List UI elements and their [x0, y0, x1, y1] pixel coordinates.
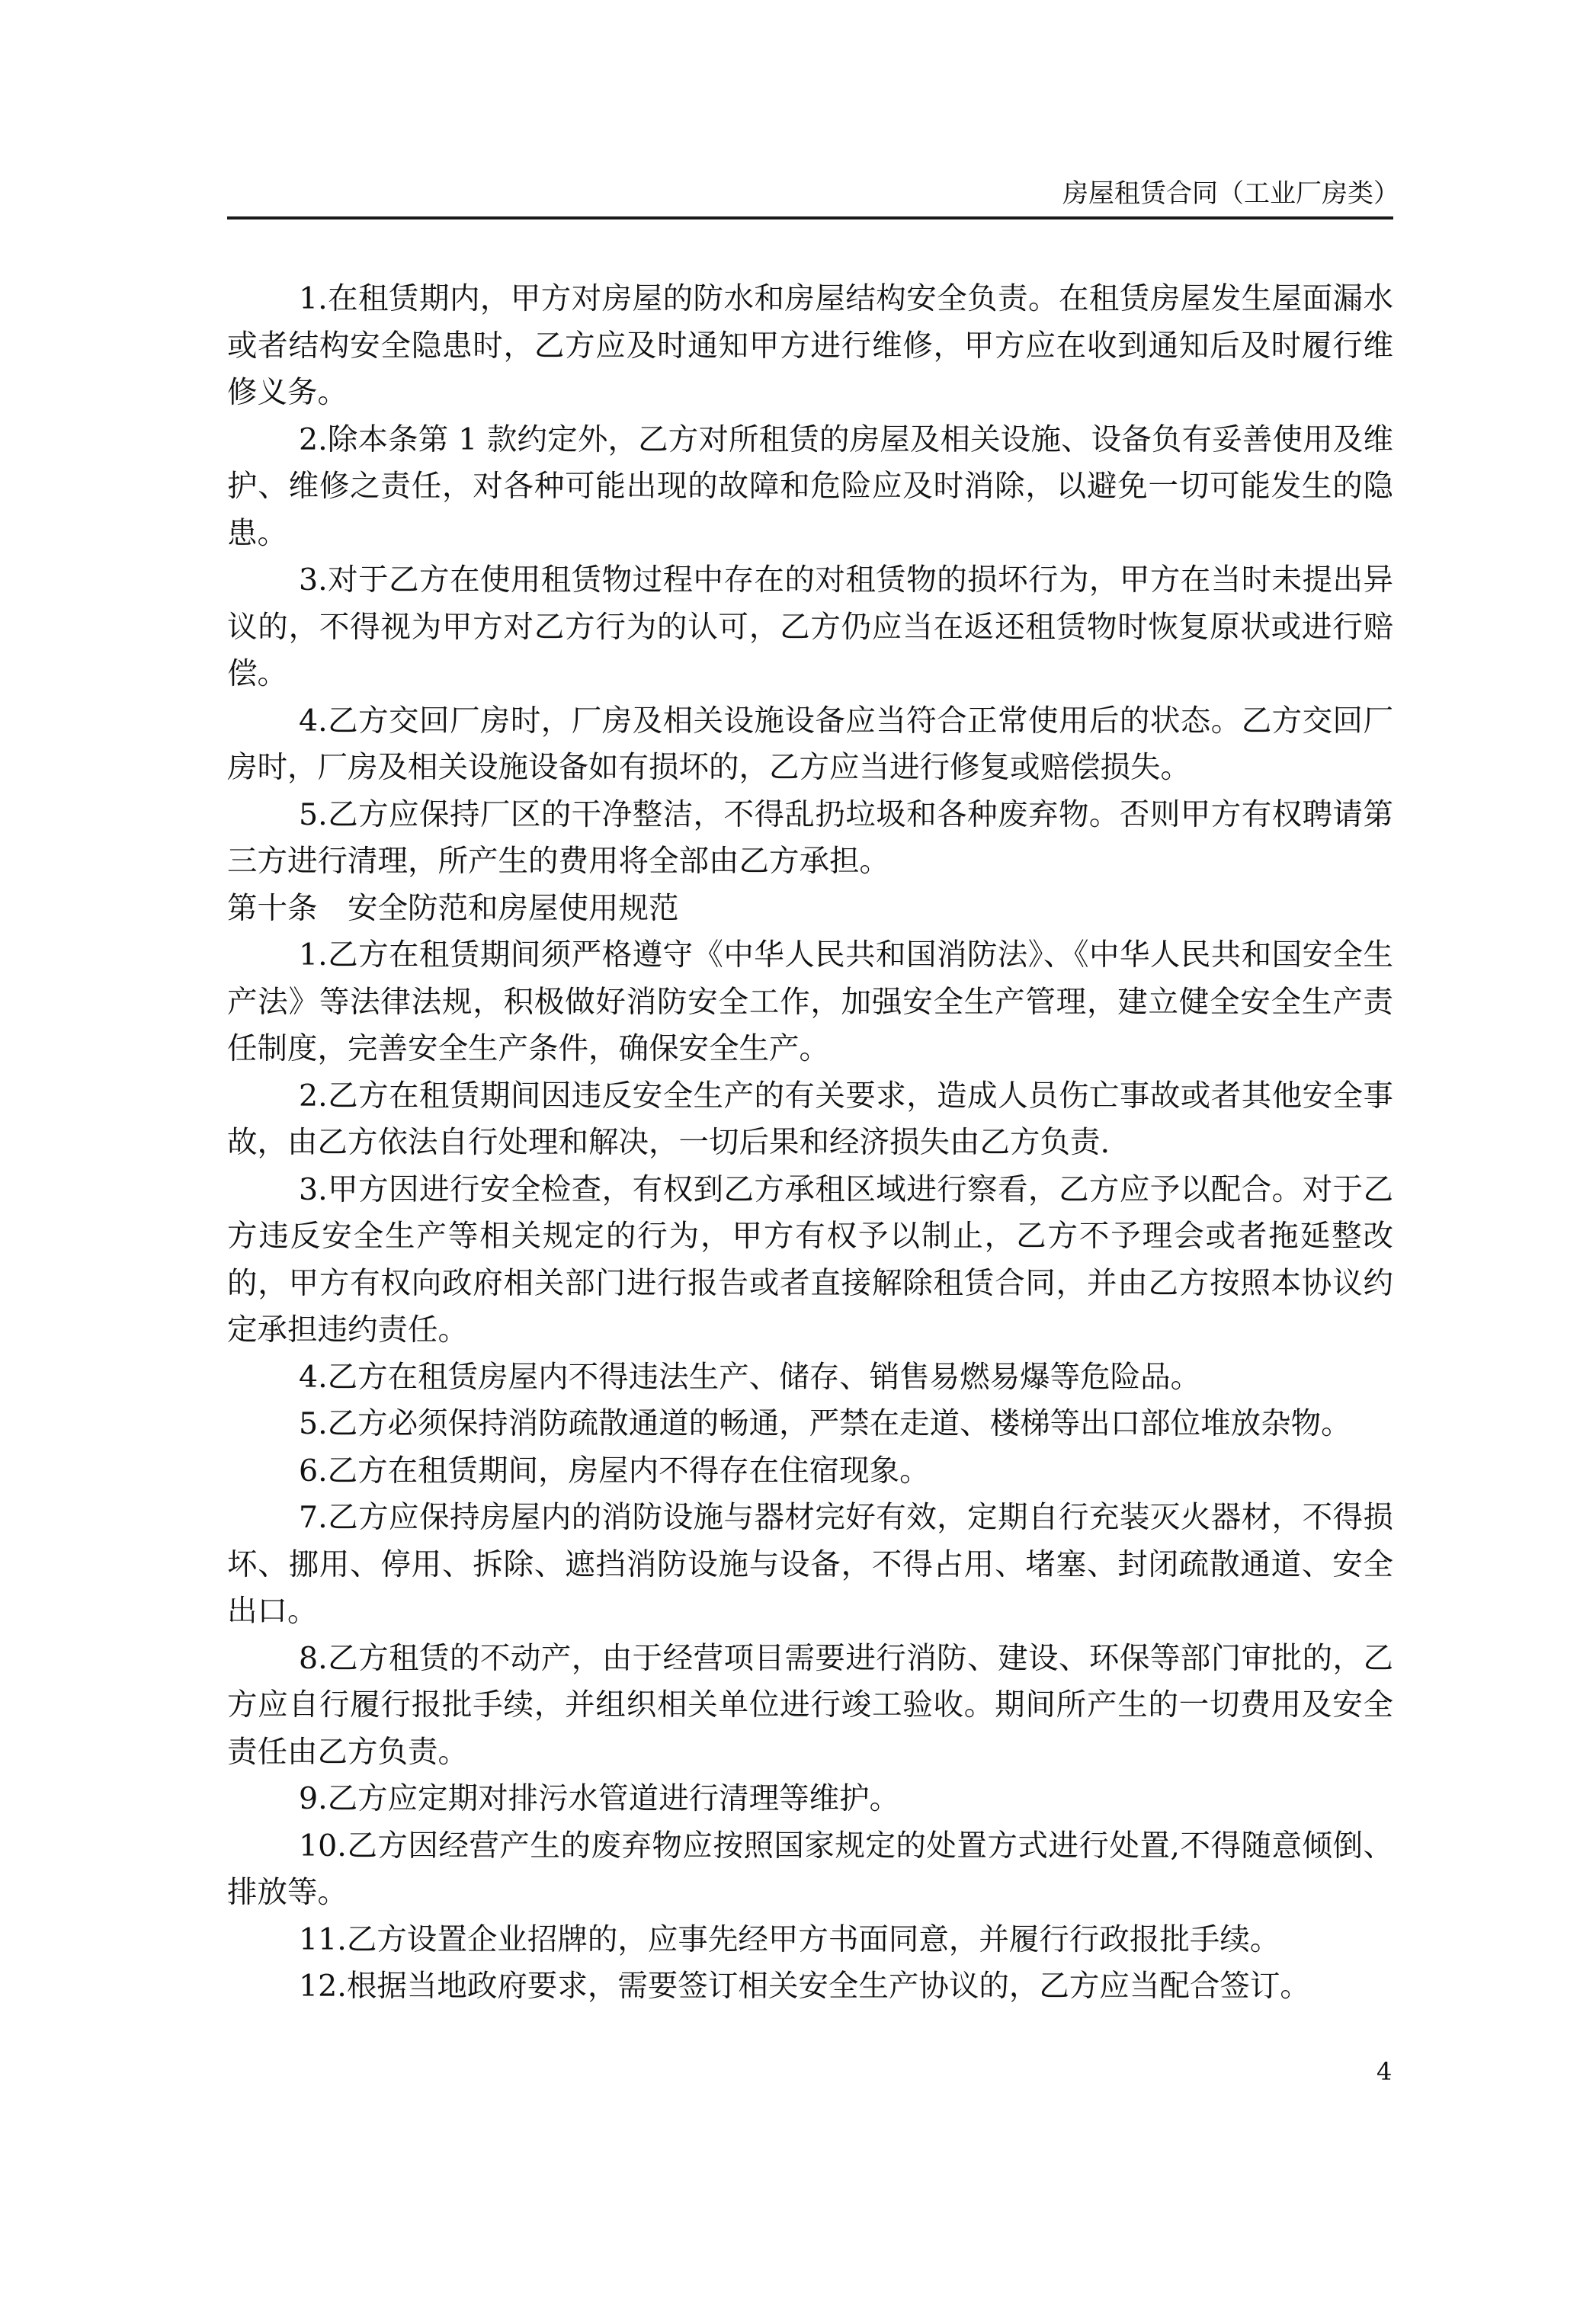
- header-divider: [227, 216, 1393, 220]
- paragraph-10-4: 4.乙方在租赁房屋内不得违法生产、储存、销售易燃易爆等危险品。: [299, 1359, 1201, 1395]
- paragraph-10-6: 6.乙方在租赁期间，房屋内不得存在住宿现象。: [299, 1453, 930, 1489]
- paragraph-10-10: 10.乙方因经营产生的废弃物应按照国家规定的处置方式进行处置,不得随意倾倒、排放等。: [227, 1828, 1393, 1910]
- paragraph-10-7: 7.乙方应保持房屋内的消防设施与器材完好有效，定期自行充装灭火器材，不得损坏、挪用、停用、拆除、遮挡消防设施与设备，不得占用、堵塞、封闭疏散通道、安全出口。: [227, 1500, 1393, 1629]
- paragraph-10-9: 9.乙方应定期对排污水管道进行清理等维护。: [299, 1781, 900, 1816]
- paragraph-10-3: 3.甲方因进行安全检查，有权到乙方承租区域进行察看，乙方应予以配合。对于乙方违反安全生产等相关规定的行为，甲方有权予以制止，乙方不予理会或者拖延整改的，甲方有权向政府相关部门进行报告或者直接解除租赁合同，并由乙方按照本协议约定承担违约责任。: [227, 1171, 1393, 1348]
- paragraph-10-2: 2.乙方在租赁期间因违反安全生产的有关要求，造成人员伤亡事故或者其他安全事故，由乙方依法自行处理和解决，一切后果和经济损失由乙方负责.: [227, 1078, 1393, 1160]
- paragraph-4: 4.乙方交回厂房时，厂房及相关设施设备应当符合正常使用后的状态。乙方交回厂房时，厂房及相关设施设备如有损坏的，乙方应当进行修复或赔偿损失。: [227, 703, 1393, 785]
- section-heading-article-10: 第十条 安全防范和房屋使用规范: [227, 890, 679, 926]
- page-number: 4: [1376, 2057, 1392, 2086]
- paragraph-10-11: 11.乙方设置企业招牌的，应事先经甲方书面同意，并履行行政报批手续。: [299, 1921, 1280, 1957]
- document-body: [227, 276, 1393, 2011]
- paragraph-3: 3.对于乙方在使用租赁物过程中存在的对租赁物的损坏行为，甲方在当时未提出异议的，不得视为甲方对乙方行为的认可，乙方仍应当在返还租赁物时恢复原状或进行赔偿。: [227, 562, 1393, 691]
- running-header-title: 房屋租赁合同（工业厂房类）: [1062, 178, 1399, 209]
- paragraph-5: 5.乙方应保持厂区的干净整洁，不得乱扔垃圾和各种废弃物。否则甲方有权聘请第三方进行清理，所产生的费用将全部由乙方承担。: [227, 796, 1393, 879]
- paragraph-1: 1.在租赁期内，甲方对房屋的防水和房屋结构安全负责。在租赁房屋发生屋面漏水或者结构安全隐患时，乙方应及时通知甲方进行维修，甲方应在收到通知后及时履行维修义务。: [227, 281, 1393, 410]
- paragraph-10-5: 5.乙方必须保持消防疏散通道的畅通，严禁在走道、楼梯等出口部位堆放杂物。: [299, 1406, 1351, 1441]
- paragraph-2: 2.除本条第 1 款约定外，乙方对所租赁的房屋及相关设施、设备负有妥善使用及维护、维修之责任，对各种可能出现的故障和危险应及时消除，以避免一切可能发生的隐患。: [227, 421, 1393, 551]
- paragraph-10-8: 8.乙方租赁的不动产，由于经营项目需要进行消防、建设、环保等部门审批的，乙方应自行履行报批手续，并组织相关单位进行竣工验收。期间所产生的一切费用及安全责任由乙方负责。: [227, 1640, 1393, 1770]
- paragraph-10-12: 12.根据当地政府要求，需要签订相关安全生产协议的，乙方应当配合签订。: [299, 1969, 1310, 2004]
- paragraph-10-1: 1.乙方在租赁期间须严格遵守《中华人民共和国消防法》、《中华人民共和国安全生产法》等法律法规，积极做好消防安全工作，加强安全生产管理，建立健全安全生产责任制度，完善安全生产条件，确保安全生产。: [227, 937, 1393, 1066]
